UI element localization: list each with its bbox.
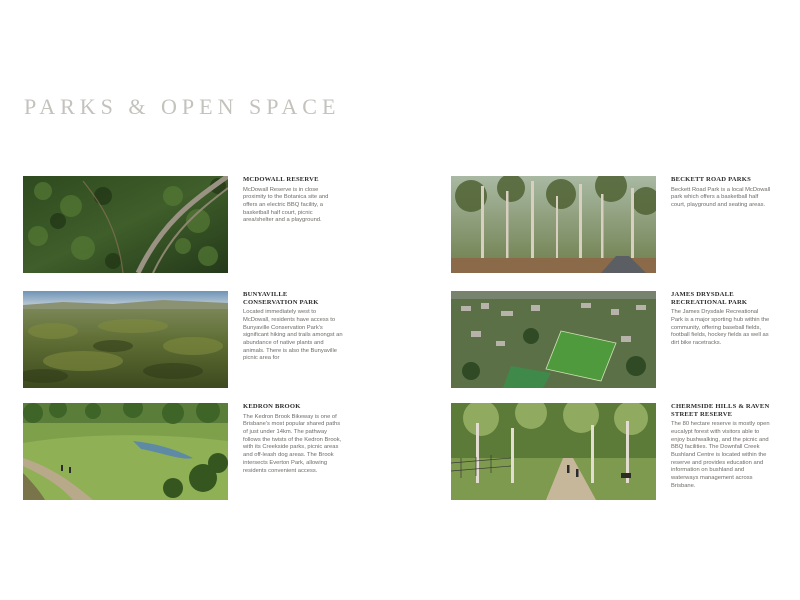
aerial-sports-field-icon[interactable] (451, 291, 656, 388)
aerial-bushland-icon[interactable] (23, 291, 228, 388)
aerial-forest-road-icon[interactable] (23, 176, 228, 273)
tree-lined-path-icon[interactable] (451, 403, 656, 500)
park-name: MCDOWALL RESERVE (243, 176, 319, 183)
park-description: The 80 hectare reserve is mostly open eucalypt forest with visitors able to enjoy bushwalking, and the picnic and BBQ facilities. The Downfall Creek Bushland Centre is located within the reserve and provides education and information on bushland and waterways management across Brisbane. (671, 421, 770, 489)
park-name: JAMES DRYSDALE RECREATIONAL PARK (671, 291, 748, 306)
park-description: The Kedron Brook Bikeway is one of Brisbane's most popular shared paths of just under 14km. The pathway follows the twists of the Kedron Brook, with its Creekside parks, picnic areas and off-leash dog areas. The Brook intersects Everton Park, allowing residents convenient access. (243, 413, 342, 474)
page-title: PARKS & OPEN SPACE (24, 94, 341, 119)
creek-pathway-icon[interactable] (23, 403, 228, 500)
park-description: McDowall Reserve is in close proximity to the Botanica site and offers an electric BBQ facility, a basketball half court, picnic area/shelter and a playground. (243, 186, 329, 224)
park-name: CHERMSIDE HILLS & RAVEN STREET RESERVE (671, 403, 770, 418)
park-description: Beckett Road Park is a local McDowall park which offers a basketball half court, playground and seating areas. (671, 186, 771, 208)
eucalypt-road-icon[interactable] (451, 176, 656, 273)
park-name: BECKETT ROAD PARKS (671, 176, 751, 183)
park-name: KEDRON BROOK (243, 403, 301, 410)
park-description: The James Drysdale Recreational Park is a major sporting hub within the community, offering baseball fields, football fields, hockey fields as well as dirt bike racetracks. (671, 309, 770, 346)
park-description: Located immediately west to McDowall, residents have access to Bunyaville Conservation Park's significant hiking and trails amongst an abundance of native plants and animals. There is also the Bunyaville picnic area for (243, 309, 343, 362)
park-name: BUNYAVILLE CONSERVATION PARK (243, 291, 319, 306)
